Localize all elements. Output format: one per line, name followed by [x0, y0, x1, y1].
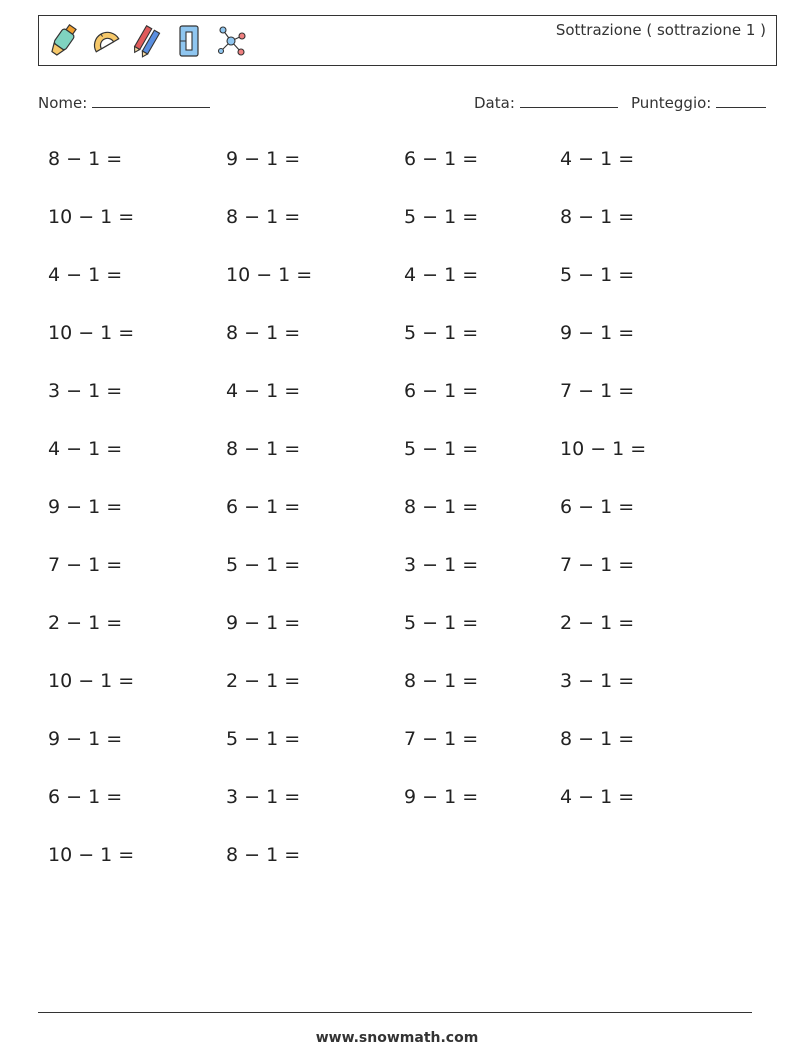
problem-item: 3 − 1 = [226, 786, 301, 808]
sharpener-icon [173, 22, 205, 60]
problem-item: 4 − 1 = [560, 786, 635, 808]
problem-item: 6 − 1 = [404, 380, 479, 402]
name-field [38, 93, 210, 112]
problem-item: 8 − 1 = [404, 670, 479, 692]
problem-item: 5 − 1 = [226, 554, 301, 576]
problem-item: 4 − 1 = [48, 438, 123, 460]
problem-item: 10 − 1 = [48, 206, 135, 228]
date-field [474, 93, 618, 112]
problem-item: 9 − 1 = [226, 612, 301, 634]
date-label: Data: [474, 94, 515, 112]
problem-item: 7 − 1 = [560, 554, 635, 576]
problem-item: 3 − 1 = [560, 670, 635, 692]
problem-item: 9 − 1 = [226, 148, 301, 170]
problem-item: 4 − 1 = [226, 380, 301, 402]
problem-item: 5 − 1 = [404, 206, 479, 228]
problem-item: 5 − 1 = [404, 438, 479, 460]
problem-item: 8 − 1 = [226, 322, 301, 344]
problem-item: 4 − 1 = [404, 264, 479, 286]
problem-item: 9 − 1 = [560, 322, 635, 344]
protractor-icon [89, 22, 121, 60]
problem-item: 6 − 1 = [48, 786, 123, 808]
problem-item: 10 − 1 = [48, 844, 135, 866]
problem-item: 2 − 1 = [226, 670, 301, 692]
problem-item: 8 − 1 = [226, 844, 301, 866]
problem-item: 5 − 1 = [560, 264, 635, 286]
problem-item: 8 − 1 = [560, 206, 635, 228]
worksheet-title: Sottrazione ( sottrazione 1 ) [555, 21, 766, 39]
problem-item: 9 − 1 = [48, 496, 123, 518]
problem-item: 9 − 1 = [48, 728, 123, 750]
problem-item: 8 − 1 = [560, 728, 635, 750]
problem-item: 10 − 1 = [48, 670, 135, 692]
problem-item: 9 − 1 = [404, 786, 479, 808]
problem-item: 5 − 1 = [404, 612, 479, 634]
problem-item: 10 − 1 = [48, 322, 135, 344]
name-label: Nome: [38, 94, 88, 112]
molecule-icon [215, 22, 247, 60]
score-label: Punteggio: [631, 94, 712, 112]
header-icons [47, 20, 247, 62]
score-field [631, 93, 766, 112]
problem-item: 4 − 1 = [48, 264, 123, 286]
problem-item: 3 − 1 = [48, 380, 123, 402]
problem-item: 7 − 1 = [48, 554, 123, 576]
problem-item: 5 − 1 = [226, 728, 301, 750]
problem-item: 8 − 1 = [226, 438, 301, 460]
problem-item: 4 − 1 = [560, 148, 635, 170]
problem-item: 8 − 1 = [48, 148, 123, 170]
problem-item: 7 − 1 = [560, 380, 635, 402]
score-blank[interactable] [716, 93, 766, 108]
problem-item: 10 − 1 = [226, 264, 313, 286]
problem-item: 5 − 1 = [404, 322, 479, 344]
name-blank[interactable] [92, 93, 210, 108]
problem-item: 8 − 1 = [226, 206, 301, 228]
footer-url: www.snowmath.com [315, 1030, 479, 1046]
pencils-icon [131, 22, 163, 60]
problem-item: 8 − 1 = [404, 496, 479, 518]
highlighter-icon [47, 22, 79, 60]
problem-item: 6 − 1 = [226, 496, 301, 518]
problem-item: 3 − 1 = [404, 554, 479, 576]
problem-item: 2 − 1 = [560, 612, 635, 634]
date-blank[interactable] [520, 93, 618, 108]
problem-item: 10 − 1 = [560, 438, 647, 460]
footer-divider [38, 1012, 752, 1013]
problem-item: 2 − 1 = [48, 612, 123, 634]
problem-item: 6 − 1 = [560, 496, 635, 518]
problem-item: 7 − 1 = [404, 728, 479, 750]
worksheet-header [38, 15, 777, 66]
problem-item: 6 − 1 = [404, 148, 479, 170]
